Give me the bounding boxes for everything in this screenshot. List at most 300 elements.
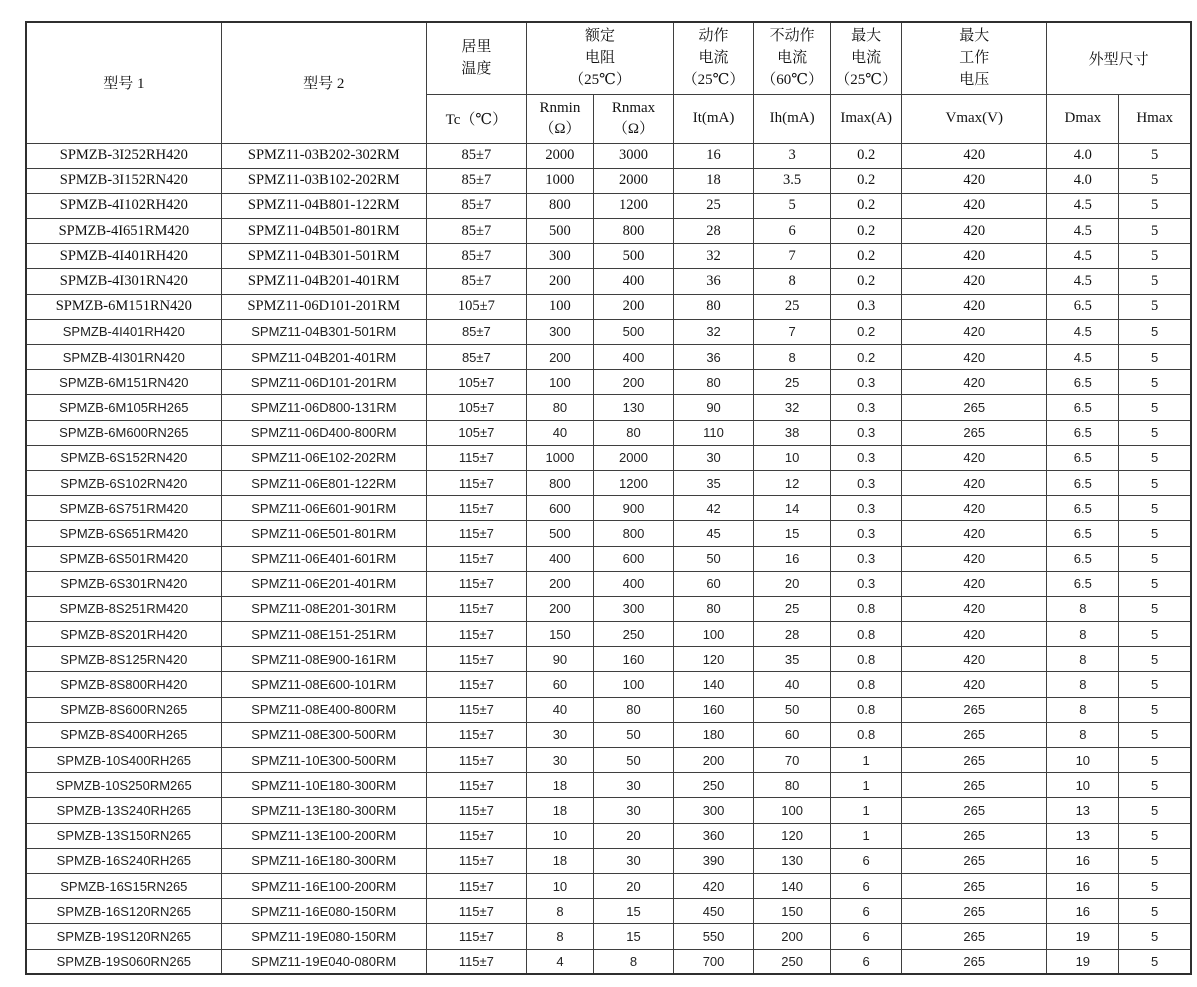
- table-cell: SPMZB-4I401RH420: [26, 244, 221, 269]
- table-cell: 420: [902, 168, 1047, 193]
- table-cell: 115±7: [426, 622, 526, 647]
- table-cell: 85±7: [426, 319, 526, 344]
- table-cell: 5: [1119, 470, 1191, 495]
- table-cell: 115±7: [426, 899, 526, 924]
- table-cell: 4.5: [1047, 345, 1119, 370]
- table-cell: SPMZB-6S301RN420: [26, 571, 221, 596]
- table-cell: 30: [593, 773, 673, 798]
- table-cell: SPMZ11-03B202-302RM: [221, 143, 426, 168]
- table-cell: SPMZ11-06D800-131RM: [221, 395, 426, 420]
- table-cell: 115±7: [426, 647, 526, 672]
- table-row: [26, 345, 1191, 370]
- table-cell: 14: [754, 496, 831, 521]
- subheader-tc: Tc（℃）: [426, 94, 526, 143]
- table-cell: SPMZ11-08E201-301RM: [221, 596, 426, 621]
- table-cell: 35: [674, 470, 754, 495]
- table-cell: 6.5: [1047, 546, 1119, 571]
- table-cell: 150: [754, 899, 831, 924]
- table-cell: 1200: [593, 193, 673, 218]
- table-cell: 0.2: [831, 193, 902, 218]
- table-cell: SPMZ11-08E151-251RM: [221, 622, 426, 647]
- table-cell: 400: [593, 269, 673, 294]
- table-row: [26, 294, 1191, 319]
- table-row: [26, 395, 1191, 420]
- table-cell: SPMZB-6S751RM420: [26, 496, 221, 521]
- table-cell: 10: [526, 873, 593, 898]
- table-cell: 200: [674, 748, 754, 773]
- table-cell: 40: [526, 697, 593, 722]
- table-cell: 30: [593, 848, 673, 873]
- table-cell: 25: [754, 596, 831, 621]
- table-cell: 7: [754, 319, 831, 344]
- table-cell: SPMZB-6M151RN420: [26, 370, 221, 395]
- table-cell: 5: [1119, 773, 1191, 798]
- table-cell: 550: [674, 924, 754, 949]
- header-model2: 型号 2: [221, 22, 426, 143]
- table-cell: 200: [754, 924, 831, 949]
- table-row: [26, 319, 1191, 344]
- table-cell: 265: [902, 899, 1047, 924]
- table-cell: 400: [593, 571, 673, 596]
- table-cell: SPMZB-13S240RH265: [26, 798, 221, 823]
- table-cell: 85±7: [426, 244, 526, 269]
- table-cell: SPMZ11-06D400-800RM: [221, 420, 426, 445]
- table-cell: 4.5: [1047, 219, 1119, 244]
- table-cell: 3.5: [754, 168, 831, 193]
- table-cell: SPMZB-4I651RM420: [26, 219, 221, 244]
- table-cell: 2000: [526, 143, 593, 168]
- table-cell: 19: [1047, 924, 1119, 949]
- table-row: [26, 924, 1191, 949]
- table-cell: 160: [593, 647, 673, 672]
- table-cell: 80: [754, 773, 831, 798]
- table-cell: 30: [526, 748, 593, 773]
- table-cell: SPMZ11-16E080-150RM: [221, 899, 426, 924]
- table-cell: 115±7: [426, 672, 526, 697]
- table-cell: 115±7: [426, 848, 526, 873]
- table-cell: SPMZ11-04B201-401RM: [221, 345, 426, 370]
- table-cell: 115±7: [426, 949, 526, 974]
- table-cell: SPMZB-8S400RH265: [26, 722, 221, 747]
- table-cell: 5: [1119, 672, 1191, 697]
- table-cell: 35: [754, 647, 831, 672]
- table-cell: 450: [674, 899, 754, 924]
- header-max-voltage: 最大 工作 电压: [902, 22, 1047, 94]
- table-cell: 800: [593, 521, 673, 546]
- table-cell: 5: [1119, 571, 1191, 596]
- table-cell: 5: [1119, 370, 1191, 395]
- table-cell: 100: [526, 294, 593, 319]
- table-cell: SPMZ11-16E180-300RM: [221, 848, 426, 873]
- table-cell: 45: [674, 521, 754, 546]
- table-cell: SPMZ11-10E180-300RM: [221, 773, 426, 798]
- table-cell: 420: [902, 571, 1047, 596]
- table-cell: 265: [902, 949, 1047, 974]
- table-cell: 420: [902, 445, 1047, 470]
- table-cell: 265: [902, 873, 1047, 898]
- table-cell: 16: [1047, 899, 1119, 924]
- table-cell: 18: [674, 168, 754, 193]
- table-row: [26, 722, 1191, 747]
- table-cell: 265: [902, 823, 1047, 848]
- table-cell: 6.5: [1047, 370, 1119, 395]
- table-cell: 4.5: [1047, 319, 1119, 344]
- table-cell: 100: [754, 798, 831, 823]
- table-cell: 265: [902, 748, 1047, 773]
- table-cell: 100: [593, 672, 673, 697]
- table-cell: 420: [902, 319, 1047, 344]
- table-cell: 13: [1047, 823, 1119, 848]
- table-cell: 800: [526, 193, 593, 218]
- table-cell: 1000: [526, 168, 593, 193]
- table-cell: 130: [593, 395, 673, 420]
- table-cell: 265: [902, 395, 1047, 420]
- table-cell: SPMZ11-08E600-101RM: [221, 672, 426, 697]
- table-cell: 18: [526, 798, 593, 823]
- table-cell: 115±7: [426, 823, 526, 848]
- table-cell: 420: [902, 622, 1047, 647]
- table-cell: 105±7: [426, 294, 526, 319]
- table-cell: SPMZ11-08E400-800RM: [221, 697, 426, 722]
- table-cell: 420: [902, 219, 1047, 244]
- table-cell: 4.0: [1047, 143, 1119, 168]
- table-cell: 420: [902, 294, 1047, 319]
- table-cell: 5: [1119, 445, 1191, 470]
- table-cell: 0.8: [831, 647, 902, 672]
- table-cell: 5: [1119, 949, 1191, 974]
- subheader-rnmax: Rnmax （Ω）: [593, 94, 673, 143]
- table-cell: 0.8: [831, 722, 902, 747]
- table-cell: 115±7: [426, 470, 526, 495]
- table-cell: 420: [902, 496, 1047, 521]
- table-cell: 1200: [593, 470, 673, 495]
- table-cell: 16: [1047, 873, 1119, 898]
- table-cell: SPMZB-4I301RN420: [26, 345, 221, 370]
- table-row: [26, 848, 1191, 873]
- table-cell: 115±7: [426, 697, 526, 722]
- table-cell: 90: [526, 647, 593, 672]
- table-cell: 400: [526, 546, 593, 571]
- table-cell: 70: [754, 748, 831, 773]
- table-cell: 900: [593, 496, 673, 521]
- table-cell: 5: [1119, 722, 1191, 747]
- table-cell: SPMZ11-16E100-200RM: [221, 873, 426, 898]
- header-dimensions: 外型尺寸: [1047, 22, 1191, 94]
- table-cell: SPMZB-19S060RN265: [26, 949, 221, 974]
- table-cell: 1: [831, 798, 902, 823]
- table-cell: 5: [1119, 873, 1191, 898]
- header-model1: 型号 1: [26, 22, 221, 143]
- table-cell: 0.3: [831, 395, 902, 420]
- table-cell: 5: [1119, 899, 1191, 924]
- table-row: [26, 622, 1191, 647]
- table-cell: 80: [526, 395, 593, 420]
- table-cell: 0.3: [831, 294, 902, 319]
- table-row: [26, 596, 1191, 621]
- table-cell: 0.3: [831, 496, 902, 521]
- table-cell: 420: [902, 546, 1047, 571]
- table-cell: 5: [1119, 219, 1191, 244]
- table-cell: 0.8: [831, 697, 902, 722]
- subheader-rnmin: Rnmin （Ω）: [526, 94, 593, 143]
- table-cell: 400: [593, 345, 673, 370]
- table-cell: SPMZ11-06E801-122RM: [221, 470, 426, 495]
- table-cell: 180: [674, 722, 754, 747]
- table-cell: 5: [1119, 596, 1191, 621]
- table-cell: 265: [902, 773, 1047, 798]
- table-cell: SPMZ11-13E100-200RM: [221, 823, 426, 848]
- table-cell: SPMZB-8S201RH420: [26, 622, 221, 647]
- table-cell: 300: [593, 596, 673, 621]
- table-cell: 5: [1119, 697, 1191, 722]
- table-cell: 80: [674, 596, 754, 621]
- table-cell: SPMZ11-19E080-150RM: [221, 924, 426, 949]
- table-cell: 390: [674, 848, 754, 873]
- table-cell: SPMZ11-06E601-901RM: [221, 496, 426, 521]
- table-cell: 10: [1047, 773, 1119, 798]
- table-cell: 0.3: [831, 370, 902, 395]
- table-cell: SPMZ11-13E180-300RM: [221, 798, 426, 823]
- table-cell: SPMZ11-04B201-401RM: [221, 269, 426, 294]
- table-cell: 6: [831, 949, 902, 974]
- table-cell: 5: [1119, 168, 1191, 193]
- table-cell: 8: [1047, 596, 1119, 621]
- subheader-vmax: Vmax(V): [902, 94, 1047, 143]
- table-cell: 8: [593, 949, 673, 974]
- table-cell: 115±7: [426, 798, 526, 823]
- table-cell: 420: [902, 596, 1047, 621]
- table-cell: 50: [593, 722, 673, 747]
- table-cell: 16: [1047, 848, 1119, 873]
- table-cell: SPMZ11-06D101-201RM: [221, 294, 426, 319]
- table-cell: 6: [831, 873, 902, 898]
- table-cell: 8: [1047, 647, 1119, 672]
- table-cell: 115±7: [426, 496, 526, 521]
- table-cell: 5: [1119, 848, 1191, 873]
- table-cell: 25: [674, 193, 754, 218]
- table-cell: SPMZB-6M151RN420: [26, 294, 221, 319]
- table-cell: 105±7: [426, 370, 526, 395]
- table-cell: 85±7: [426, 345, 526, 370]
- table-cell: 5: [1119, 193, 1191, 218]
- table-cell: 200: [526, 269, 593, 294]
- header-non-operate-current: 不动作 电流 （60℃）: [754, 22, 831, 94]
- table-cell: 300: [526, 244, 593, 269]
- table-cell: 115±7: [426, 722, 526, 747]
- table-cell: 5: [1119, 823, 1191, 848]
- table-cell: 420: [902, 143, 1047, 168]
- header-rated-resistance: 额定 电阻 （25℃）: [526, 22, 673, 94]
- table-cell: 6: [831, 924, 902, 949]
- table-row: [26, 546, 1191, 571]
- table-row: [26, 193, 1191, 218]
- table-cell: 6.5: [1047, 420, 1119, 445]
- table-cell: 6.5: [1047, 470, 1119, 495]
- table-cell: 0.2: [831, 319, 902, 344]
- table-cell: 4.5: [1047, 244, 1119, 269]
- table-cell: 265: [902, 420, 1047, 445]
- table-cell: 105±7: [426, 395, 526, 420]
- table-row: [26, 496, 1191, 521]
- table-cell: SPMZB-10S250RM265: [26, 773, 221, 798]
- table-cell: 160: [674, 697, 754, 722]
- table-cell: 85±7: [426, 269, 526, 294]
- table-cell: 25: [754, 294, 831, 319]
- table-cell: 150: [526, 622, 593, 647]
- table-cell: 4.5: [1047, 193, 1119, 218]
- table-row: [26, 244, 1191, 269]
- table-cell: 60: [674, 571, 754, 596]
- table-cell: 16: [674, 143, 754, 168]
- table-cell: 10: [1047, 748, 1119, 773]
- table-cell: SPMZB-6M105RH265: [26, 395, 221, 420]
- table-cell: 0.3: [831, 470, 902, 495]
- table-cell: SPMZB-4I102RH420: [26, 193, 221, 218]
- table-cell: 85±7: [426, 219, 526, 244]
- table-cell: SPMZB-16S120RN265: [26, 899, 221, 924]
- table-cell: 36: [674, 269, 754, 294]
- table-cell: SPMZB-16S240RH265: [26, 848, 221, 873]
- table-cell: 0.2: [831, 244, 902, 269]
- table-cell: 15: [593, 899, 673, 924]
- subheader-hmax: Hmax: [1119, 94, 1191, 143]
- table-cell: 25: [754, 370, 831, 395]
- table-row: [26, 370, 1191, 395]
- table-cell: 800: [526, 470, 593, 495]
- table-cell: 85±7: [426, 168, 526, 193]
- table-cell: SPMZB-6S651RM420: [26, 521, 221, 546]
- table-cell: SPMZ11-08E900-161RM: [221, 647, 426, 672]
- table-row: [26, 168, 1191, 193]
- table-cell: 600: [593, 546, 673, 571]
- table-cell: 15: [754, 521, 831, 546]
- table-row: [26, 697, 1191, 722]
- table-cell: 130: [754, 848, 831, 873]
- header-curie-temperature: 居里 温度: [426, 22, 526, 94]
- table-cell: 420: [902, 672, 1047, 697]
- table-row: [26, 219, 1191, 244]
- table-cell: 115±7: [426, 445, 526, 470]
- table-cell: 40: [754, 672, 831, 697]
- table-cell: 250: [754, 949, 831, 974]
- table-cell: 7: [754, 244, 831, 269]
- table-cell: 32: [754, 395, 831, 420]
- table-cell: 6.5: [1047, 294, 1119, 319]
- table-cell: 5: [1119, 420, 1191, 445]
- table-cell: 28: [754, 622, 831, 647]
- table-cell: 265: [902, 697, 1047, 722]
- table-cell: 200: [526, 345, 593, 370]
- table-cell: 5: [1119, 269, 1191, 294]
- table-cell: SPMZ11-06E401-601RM: [221, 546, 426, 571]
- subheader-ih: Ih(mA): [754, 94, 831, 143]
- table-row: [26, 269, 1191, 294]
- table-row: [26, 823, 1191, 848]
- table-cell: 100: [674, 622, 754, 647]
- table-cell: 1000: [526, 445, 593, 470]
- table-cell: 115±7: [426, 571, 526, 596]
- table-cell: 0.2: [831, 345, 902, 370]
- table-cell: 500: [593, 319, 673, 344]
- table-cell: 30: [593, 798, 673, 823]
- table-cell: 8: [1047, 622, 1119, 647]
- table-cell: 5: [1119, 798, 1191, 823]
- table-cell: 115±7: [426, 521, 526, 546]
- table-cell: 0.3: [831, 521, 902, 546]
- table-cell: 600: [526, 496, 593, 521]
- table-cell: 4.0: [1047, 168, 1119, 193]
- table-row: [26, 143, 1191, 168]
- header-max-current: 最大 电流 （25℃）: [831, 22, 902, 94]
- table-cell: 18: [526, 848, 593, 873]
- table-cell: SPMZB-6S102RN420: [26, 470, 221, 495]
- table-cell: 80: [674, 370, 754, 395]
- table-cell: 8: [526, 899, 593, 924]
- table-cell: 0.3: [831, 445, 902, 470]
- table-cell: 5: [1119, 294, 1191, 319]
- table-cell: 0.3: [831, 420, 902, 445]
- table-cell: 16: [754, 546, 831, 571]
- table-cell: 1: [831, 823, 902, 848]
- table-row: [26, 571, 1191, 596]
- table-cell: 265: [902, 798, 1047, 823]
- table-cell: SPMZ11-06E201-401RM: [221, 571, 426, 596]
- table-cell: SPMZ11-04B501-801RM: [221, 219, 426, 244]
- table-cell: 300: [674, 798, 754, 823]
- table-cell: 8: [1047, 697, 1119, 722]
- table-cell: SPMZB-8S800RH420: [26, 672, 221, 697]
- table-cell: SPMZB-10S400RH265: [26, 748, 221, 773]
- table-cell: 20: [754, 571, 831, 596]
- table-cell: 5: [1119, 521, 1191, 546]
- table-cell: 30: [674, 445, 754, 470]
- table-cell: SPMZB-6M600RN265: [26, 420, 221, 445]
- table-cell: 5: [1119, 622, 1191, 647]
- table-cell: 5: [1119, 395, 1191, 420]
- table-cell: 265: [902, 722, 1047, 747]
- table-cell: SPMZB-16S15RN265: [26, 873, 221, 898]
- table-cell: SPMZ11-06D101-201RM: [221, 370, 426, 395]
- table-row: [26, 647, 1191, 672]
- table-cell: 110: [674, 420, 754, 445]
- table-cell: 5: [1119, 496, 1191, 521]
- table-cell: 10: [526, 823, 593, 848]
- spec-table-body: [26, 143, 1191, 974]
- table-cell: SPMZB-8S251RM420: [26, 596, 221, 621]
- table-cell: 18: [526, 773, 593, 798]
- subheader-imax: Imax(A): [831, 94, 902, 143]
- table-cell: 5: [1119, 924, 1191, 949]
- table-cell: 300: [526, 319, 593, 344]
- table-cell: 50: [754, 697, 831, 722]
- table-cell: SPMZ11-06E102-202RM: [221, 445, 426, 470]
- table-cell: SPMZB-8S125RN420: [26, 647, 221, 672]
- table-cell: 40: [526, 420, 593, 445]
- table-cell: 500: [526, 219, 593, 244]
- table-cell: 8: [754, 345, 831, 370]
- table-cell: SPMZB-6S501RM420: [26, 546, 221, 571]
- table-cell: 5: [1119, 748, 1191, 773]
- table-cell: 4.5: [1047, 269, 1119, 294]
- table-cell: 80: [593, 697, 673, 722]
- table-cell: 4: [526, 949, 593, 974]
- table-cell: 420: [902, 647, 1047, 672]
- spec-table-header: [26, 22, 1191, 143]
- table-cell: 3000: [593, 143, 673, 168]
- table-cell: 5: [1119, 345, 1191, 370]
- table-row: [26, 420, 1191, 445]
- table-cell: 0.8: [831, 622, 902, 647]
